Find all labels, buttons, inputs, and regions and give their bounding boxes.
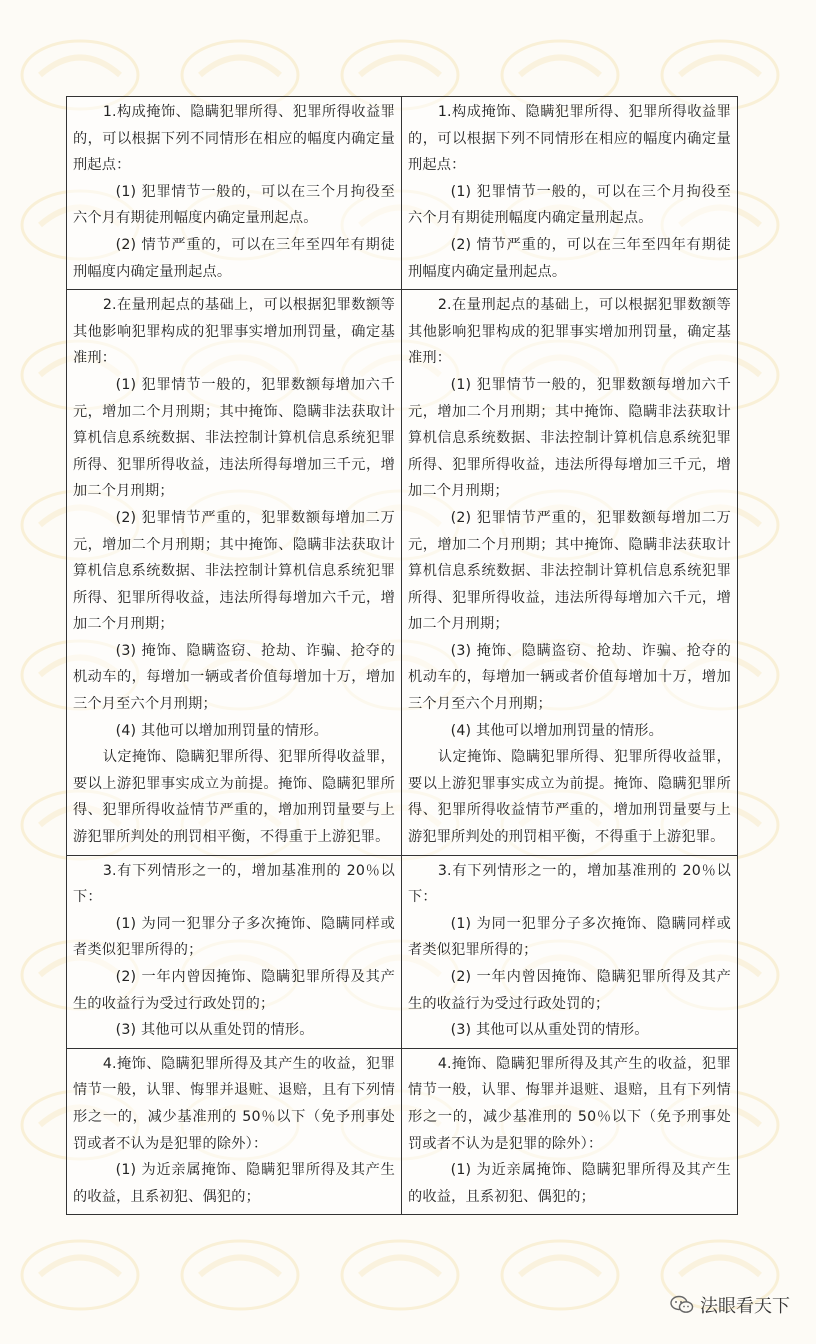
paragraph: (3) 其他可以从重处罚的情形。 xyxy=(450,1022,649,1039)
paragraph: (1) 犯罪情节一般的，犯罪数额每增加六千元，增加二个月刑期；其中掩饰、隐瞒非法获取计算机信息系统数据、非法控制计算机信息系统犯罪所得、犯罪所得收益，违法所得每增加三千元，增加二个月刑期； xyxy=(73,376,395,500)
paragraph: (1) 为同一犯罪分子多次掩饰、隐瞒同样或者类似犯罪所得的； xyxy=(408,915,731,959)
footer-brand xyxy=(670,1292,790,1318)
table-cell-left xyxy=(67,1048,402,1215)
paragraph: (2) 情节严重的，可以在三年至四年有期徒刑幅度内确定量刑起点。 xyxy=(408,236,731,280)
paragraph: 1.构成掩饰、隐瞒犯罪所得、犯罪所得收益罪的，可以根据下列不同情形在相应的幅度内确定量刑起点： xyxy=(408,104,731,174)
comparison-table xyxy=(66,96,738,1215)
table-cell-left xyxy=(67,290,402,855)
paragraph: 认定掩饰、隐瞒犯罪所得、犯罪所得收益罪，要以上游犯罪事实成立为前提。掩饰、隐瞒犯罪所得、犯罪所得收益情节严重的，增加刑罚量要与上游犯罪所判处的刑罚相平衡，不得重于上游犯罪。 xyxy=(408,749,731,846)
table-row xyxy=(67,855,738,1048)
paragraph: (1) 犯罪情节一般的，可以在三个月拘役至六个月有期徒刑幅度内确定量刑起点。 xyxy=(408,183,731,227)
paragraph: 2.在量刑起点的基础上，可以根据犯罪数额等其他影响犯罪构成的犯罪事实增加刑罚量，确定基准刑： xyxy=(408,297,731,367)
table-cell-left xyxy=(67,855,402,1048)
paragraph: (4) 其他可以增加刑罚量的情形。 xyxy=(115,722,329,739)
paragraph: (3) 掩饰、隐瞒盗窃、抢劫、诈骗、抢夺的机动车的，每增加一辆或者价值每增加十万，增加三个月至六个月刑期； xyxy=(73,642,395,713)
paragraph: 1.构成掩饰、隐瞒犯罪所得、犯罪所得收益罪的，可以根据下列不同情形在相应的幅度内确定量刑起点： xyxy=(73,104,395,174)
table-row xyxy=(67,1048,738,1215)
paragraph: (3) 其他可以从重处罚的情形。 xyxy=(115,1022,314,1039)
paragraph: (2) 一年内曾因掩饰、隐瞒犯罪所得及其产生的收益行为受过行政处罚的； xyxy=(73,969,395,1012)
paragraph: (2) 一年内曾因掩饰、隐瞒犯罪所得及其产生的收益行为受过行政处罚的； xyxy=(408,969,731,1012)
paragraph: (1) 犯罪情节一般的，犯罪数额每增加六千元，增加二个月刑期；其中掩饰、隐瞒非法获取计算机信息系统数据、非法控制计算机信息系统犯罪所得、犯罪所得收益，违法所得每增加三千元，增加二个月刑期； xyxy=(408,376,731,500)
paragraph: (3) 掩饰、隐瞒盗窃、抢劫、诈骗、抢夺的机动车的，每增加一辆或者价值每增加十万，增加三个月至六个月刑期； xyxy=(408,642,731,713)
paragraph: 3.有下列情形之一的，增加基准刑的 20％以下： xyxy=(408,862,731,906)
paragraph: 2.在量刑起点的基础上，可以根据犯罪数额等其他影响犯罪构成的犯罪事实增加刑罚量，确定基准刑： xyxy=(73,297,395,367)
footer-brand-label: 法眼看天下 xyxy=(700,1296,790,1317)
table-row xyxy=(67,290,738,855)
paragraph: (1) 为同一犯罪分子多次掩饰、隐瞒同样或者类似犯罪所得的； xyxy=(73,915,395,959)
table-cell-right xyxy=(402,855,738,1048)
paragraph: (2) 情节严重的，可以在三年至四年有期徒刑幅度内确定量刑起点。 xyxy=(73,236,395,280)
paragraph: (2) 犯罪情节严重的，犯罪数额每增加二万元，增加二个月刑期；其中掩饰、隐瞒非法获取计算机信息系统数据、非法控制计算机信息系统犯罪所得、犯罪所得收益，违法所得每增加六千元，增加二个月刑期； xyxy=(73,509,395,633)
table-cell-left xyxy=(67,97,402,290)
wechat-icon xyxy=(670,1295,694,1315)
paragraph: 4.掩饰、隐瞒犯罪所得及其产生的收益，犯罪情节一般，认罪、悔罪并退赃、退赔，且有下列情形之一的，减少基准刑的 50％以下（免予刑事处罚或者不认为是犯罪的除外）： xyxy=(73,1055,395,1152)
paragraph: 3.有下列情形之一的，增加基准刑的 20％以下： xyxy=(73,862,395,906)
paragraph: (4) 其他可以增加刑罚量的情形。 xyxy=(450,722,664,739)
table-cell-right xyxy=(402,97,738,290)
paragraph: 4.掩饰、隐瞒犯罪所得及其产生的收益，犯罪情节一般，认罪、悔罪并退赃、退赔，且有下列情形之一的，减少基准刑的 50％以下（免予刑事处罚或者不认为是犯罪的除外）： xyxy=(408,1055,731,1152)
paragraph: (1) 为近亲属掩饰、隐瞒犯罪所得及其产生的收益，且系初犯、偶犯的； xyxy=(73,1162,395,1205)
paragraph: 认定掩饰、隐瞒犯罪所得、犯罪所得收益罪，要以上游犯罪事实成立为前提。掩饰、隐瞒犯罪所得、犯罪所得收益情节严重的，增加刑罚量要与上游犯罪所判处的刑罚相平衡，不得重于上游犯罪。 xyxy=(73,749,395,846)
paragraph: (1) 犯罪情节一般的，可以在三个月拘役至六个月有期徒刑幅度内确定量刑起点。 xyxy=(73,183,395,227)
table-row xyxy=(67,97,738,290)
table-cell-right xyxy=(402,290,738,855)
paragraph: (1) 为近亲属掩饰、隐瞒犯罪所得及其产生的收益，且系初犯、偶犯的； xyxy=(408,1162,731,1205)
table-cell-right xyxy=(402,1048,738,1215)
paragraph: (2) 犯罪情节严重的，犯罪数额每增加二万元，增加二个月刑期；其中掩饰、隐瞒非法获取计算机信息系统数据、非法控制计算机信息系统犯罪所得、犯罪所得收益，违法所得每增加六千元，增加二个月刑期； xyxy=(408,509,731,633)
